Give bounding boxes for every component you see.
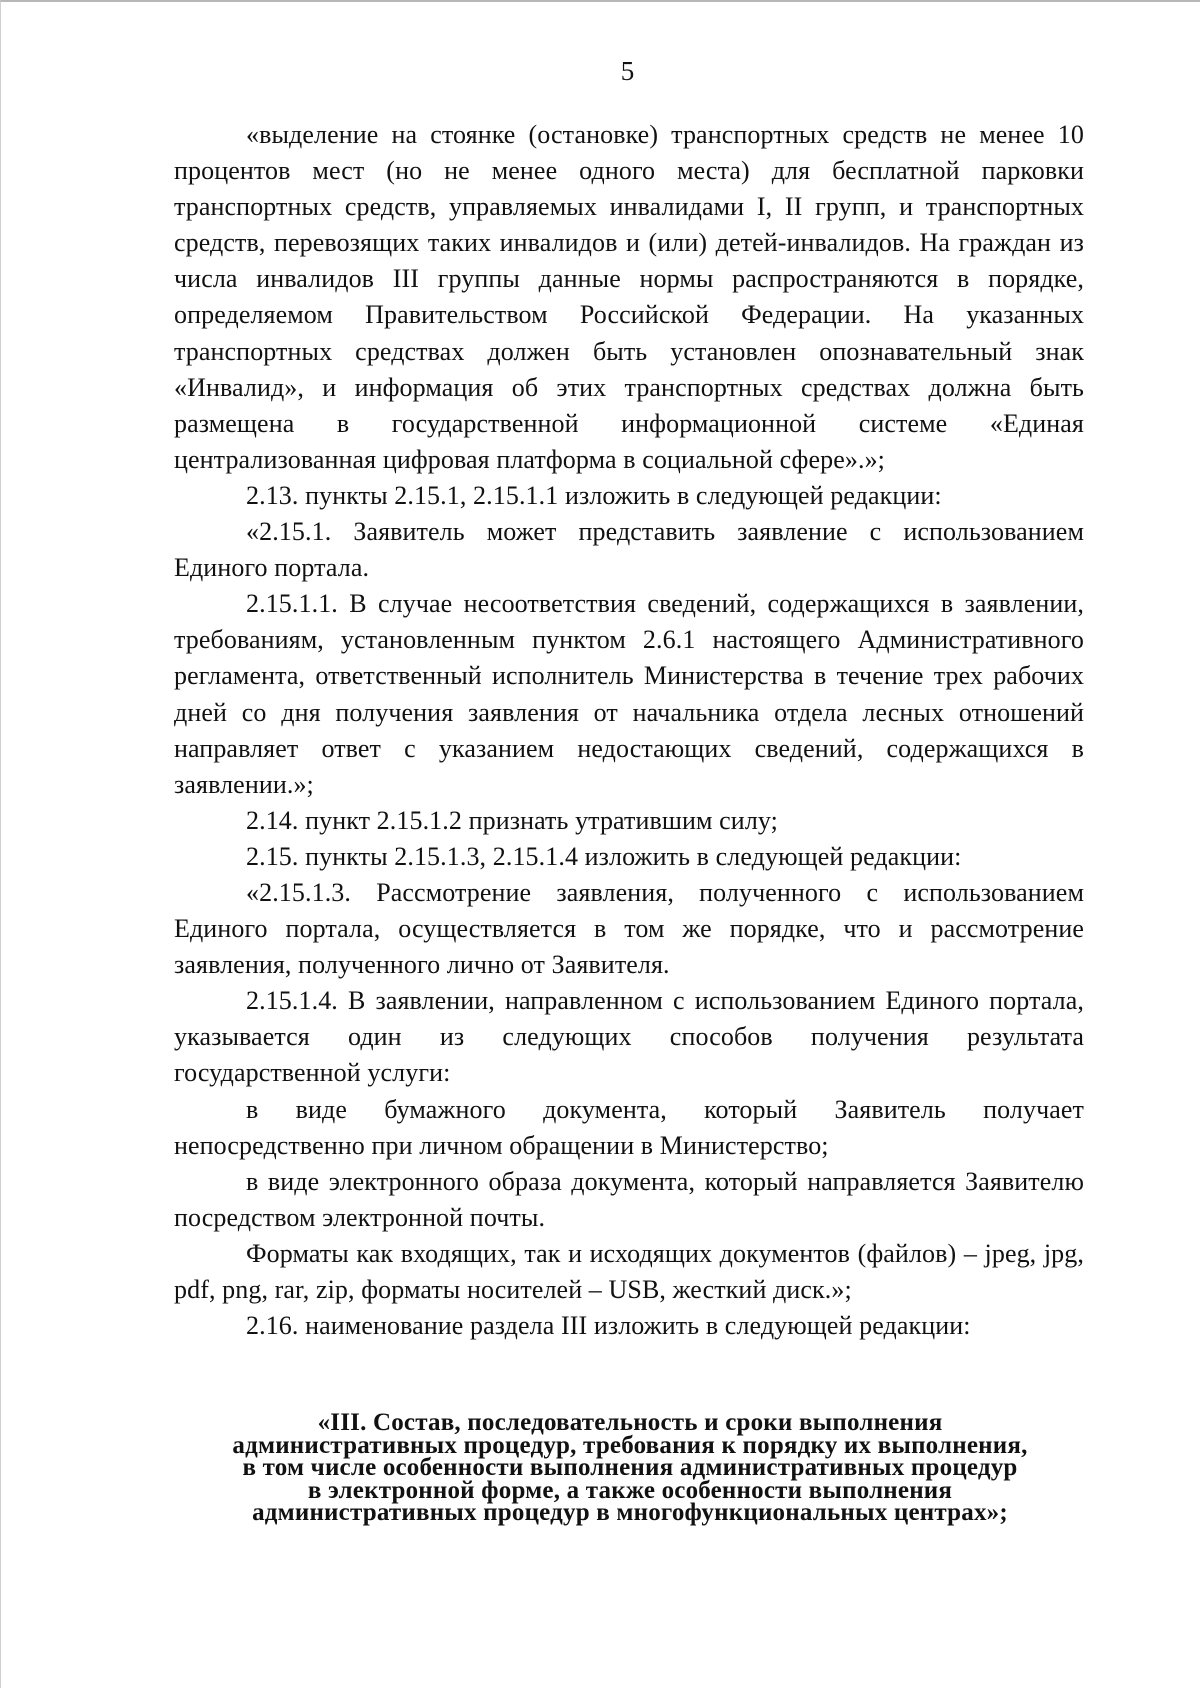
paragraph-2-15-1-4: 2.15.1.4. В заявлении, направленном с использованием Единого портала, указывается один из следующих способов получения результата государственной услуги: <box>174 986 1084 1088</box>
paragraph-2-14: 2.14. пункт 2.15.1.2 признать утратившим силу; <box>246 805 778 835</box>
paragraph-2-15-1-1: 2.15.1.1. В случае несоответствия сведений, содержащихся в заявлении, требованиям, установленным пунктом 2.6.1 настоящего Административного регламента, ответственный исполнитель Министерства в течение трех рабочих дней со дня получения заявления от начальника отдела лесных отношений направляет ответ с указанием недостающих сведений, содержащихся в заявлении.»; <box>174 589 1084 799</box>
section-title-line: «III. Состав, последовательность и сроки выполнения <box>317 1409 943 1436</box>
paragraph-parking-norms: «выделение на стоянке (остановке) транспортных средств не менее 10 процентов мест (но не менее одного места) для бесплатной парковки транспортных средств, управляемых инвалидами I, II групп, и транспортных средств, перевозящих таких инвалидов и (или) детей-инвалидов. На граждан из числа инвалидов III группы данные нормы распространяются в порядке, определяемом Правительством Российской Федерации. На указанных транспортных средствах должен быть установлен опознавательный знак «Инвалид», и информация об этих транспортных средствах должна быть размещена в государственной информационной системе «Единая централизованная цифровая платформа в социальной сфере».»; <box>174 120 1084 474</box>
section-title-line: в электронной форме, а также особенности выполнения <box>307 1476 953 1504</box>
paragraph-2-15-1-3: «2.15.1.3. Рассмотрение заявления, полученного с использованием Единого портала, осуществляется в том же порядке, что и рассмотрение заявления, полученного лично от Заявителя. <box>174 877 1084 980</box>
section-title-line: административных процедур, требования к порядку их выполнения, <box>232 1431 1028 1459</box>
section-iii-title <box>150 1409 1110 1526</box>
paragraph-file-formats: Форматы как входящих, так и исходящих документов (файлов) – jpeg, jpg, pdf, png, rar, zip, форматы носителей – USB, жесткий диск.»; <box>174 1238 1084 1304</box>
paragraph-electronic-document: в виде электронного образа документа, который направляется Заявителю посредством электронной почты. <box>174 1166 1084 1232</box>
paragraph-2-15-1: «2.15.1. Заявитель может представить заявление с использованием Единого портала. <box>174 517 1084 583</box>
paragraph-2-16: 2.16. наименование раздела III изложить в следующей редакции: <box>246 1311 971 1341</box>
document-body <box>174 117 1084 1344</box>
section-title-line: в том числе особенности выполнения административных процедур <box>242 1454 1018 1481</box>
page-number: 5 <box>620 56 635 86</box>
paragraph-paper-document: в виде бумажного документа, который Заявитель получает непосредственно при личном обращении в Министерство; <box>174 1094 1084 1160</box>
section-title-line: административных процедур в многофункциональных центрах»; <box>252 1499 1008 1526</box>
paragraph-2-15: 2.15. пункты 2.15.1.3, 2.15.1.4 изложить в следующей редакции: <box>246 841 962 871</box>
paragraph-2-13: 2.13. пункты 2.15.1, 2.15.1.1 изложить в следующей редакции: <box>246 480 942 510</box>
